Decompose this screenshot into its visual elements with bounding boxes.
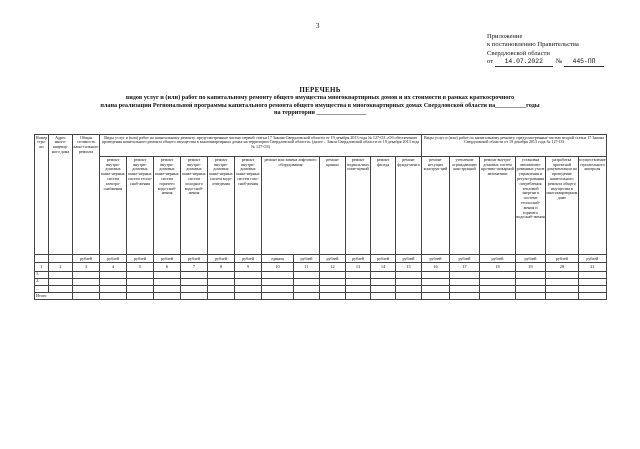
document-title: ПЕРЕЧЕНЬ — [299, 86, 341, 94]
col-number: 13 — [346, 263, 371, 271]
unit-cell: рублей — [181, 255, 208, 263]
col-number: 20 — [546, 263, 579, 271]
appendix-date-line — [487, 58, 604, 67]
sub-header: осуществление строительного контроля — [578, 157, 606, 255]
from-label: от — [487, 57, 494, 65]
col-number: 8 — [208, 263, 235, 271]
appendix-line-2: к постановлению Правительства — [487, 41, 579, 49]
col-number: 6 — [154, 263, 181, 271]
col-header-group-2: Виды услуг и (или) работ по капитальному ремонту, предусмотренные частью второй статьи 17 Закона Свердловской области от 19 декабря 2013 года № 127-ОЗ — [422, 135, 607, 157]
col-number: 15 — [396, 263, 422, 271]
sub-header: ремонт внутри-домовых инже-нерных систем электро-снабжения — [100, 157, 127, 255]
sub-header: ремонт фунда-мента — [396, 157, 422, 255]
sub-header: ремонт внутри-домовых инже-нерных систем холодного водо-снаб-жения — [181, 157, 208, 255]
sub-header: ремонт внутри-домовых инже-нерных систем тепло-снаб-жения — [127, 157, 154, 255]
sub-header: ремонт внутри-домовых систем противо-пожарной автоматики — [480, 157, 516, 255]
unit-cell: рублей — [396, 255, 422, 263]
works-table — [34, 134, 607, 300]
col-number: 9 — [235, 263, 262, 271]
unit-cell: рублей — [100, 255, 127, 263]
sub-header: ремонт фасада — [371, 157, 396, 255]
appendix-line-1: Приложение — [487, 33, 523, 40]
unit-cell: рублей — [422, 255, 450, 263]
unit-cell: рублей — [371, 255, 396, 263]
unit-cell: рублей — [154, 255, 181, 263]
sub-header: утепление ограждающих конструкций — [450, 157, 480, 255]
col-number: 19 — [516, 263, 546, 271]
table-row — [35, 285, 607, 292]
col-number: 2 — [49, 263, 73, 271]
sub-header: ремонт или замена лифтового оборудования — [262, 157, 320, 255]
row-number: 2. — [35, 278, 49, 285]
unit-cell: рублей — [546, 255, 579, 263]
col-number: 21 — [578, 263, 606, 271]
appendix-number: 445-ПП — [564, 58, 604, 67]
col-number: 11 — [294, 263, 320, 271]
sub-header: ремонт несущих конструк-ций — [422, 157, 450, 255]
col-number: 10 — [262, 263, 294, 271]
col-number: 1 — [35, 263, 49, 271]
unit-cell: рублей — [208, 255, 235, 263]
table-row — [35, 271, 607, 278]
table-row — [35, 278, 607, 285]
col-number: 18 — [480, 263, 516, 271]
row-number: ... — [35, 285, 49, 292]
sub-header: ремонт внутри-домовых инже-нерных систем газо-снаб-жения — [235, 157, 262, 255]
row-number: 1. — [35, 271, 49, 278]
units-row — [35, 255, 607, 263]
subtitle-line-2: плана реализации Региональной программы капитального ремонта общего имущества в многоквартирных домах Свердловской области на__________годы — [100, 101, 540, 109]
total-row — [35, 293, 607, 300]
subtitle-line-3: на территории ________________ — [273, 109, 367, 117]
unit-cell: рублей — [320, 255, 346, 263]
unit-cell: рублей — [73, 255, 100, 263]
col-number: 17 — [450, 263, 480, 271]
unit-cell: рублей — [516, 255, 546, 263]
sub-header: ремонт внутри-домовых инже-нерных систем горячего водо-снаб-жения — [154, 157, 181, 255]
header-row-2 — [35, 157, 607, 255]
document-subtitle — [60, 94, 580, 117]
col-number: 12 — [320, 263, 346, 271]
appendix-line-3: Свердловской области — [487, 49, 550, 57]
unit-cell: единиц — [262, 255, 294, 263]
col-number: 16 — [422, 263, 450, 271]
unit-cell: рублей — [235, 255, 262, 263]
col-header-total: Общая стоимость капи-тального ремонта — [73, 135, 100, 255]
page-number: 3 — [316, 22, 320, 30]
unit-cell: рублей — [127, 255, 154, 263]
sub-header: ремонт подваль-ных поме-щений — [346, 157, 371, 255]
sub-header: установка автоматизи-рованных узлов управления и регули-рования потребления тепловой энергии в системе теплоснаб-жения и горячего водоснаб-жения — [516, 157, 546, 255]
appendix-block — [487, 33, 604, 67]
sub-header: разработка проектной документации на проведение капитального ремонта общего имущества в многоквартирном доме — [546, 157, 579, 255]
unit-cell: рублей — [346, 255, 371, 263]
column-numbers-row — [35, 263, 607, 271]
subtitle-line-1: видов услуг и (или) работ по капитальному ремонту общего имущества многоквартирных домов и их стоимости в рамках краткосрочного — [125, 94, 515, 101]
col-number: 14 — [371, 263, 396, 271]
sub-header: ремонт внутри-домовых инже-нерных систем водо-отведения — [208, 157, 235, 255]
header-row-1 — [35, 135, 607, 157]
appendix-date: 14.07.2022 — [495, 58, 553, 67]
col-header-address: Адрес много-квартир-ного дома — [49, 135, 73, 255]
unit-cell: рублей — [578, 255, 606, 263]
col-header-num: Номер стро-ки — [35, 135, 49, 255]
number-label: № — [556, 57, 563, 65]
unit-cell: рублей — [450, 255, 480, 263]
col-number: 5 — [127, 263, 154, 271]
total-label: Итого — [35, 293, 73, 300]
sub-header: ремонт крыши — [320, 157, 346, 255]
col-number: 3 — [73, 263, 100, 271]
col-header-group-1: Виды услуг и (или) работ по капитальному ремонту, предусмотренные частью первой статьи 17 Закона Свердловской области от 19 декабря 2013 года № 127-ОЗ «Об обеспечении проведения капитального ремонта общего имущества в многоквартирных домах на территории Свердловской области» (далее – Закон Свердловской области от 19 декабря 2013 года № 127-ОЗ) — [100, 135, 422, 157]
col-number: 4 — [100, 263, 127, 271]
col-number: 7 — [181, 263, 208, 271]
unit-cell: рублей — [480, 255, 516, 263]
unit-cell: рублей — [294, 255, 320, 263]
